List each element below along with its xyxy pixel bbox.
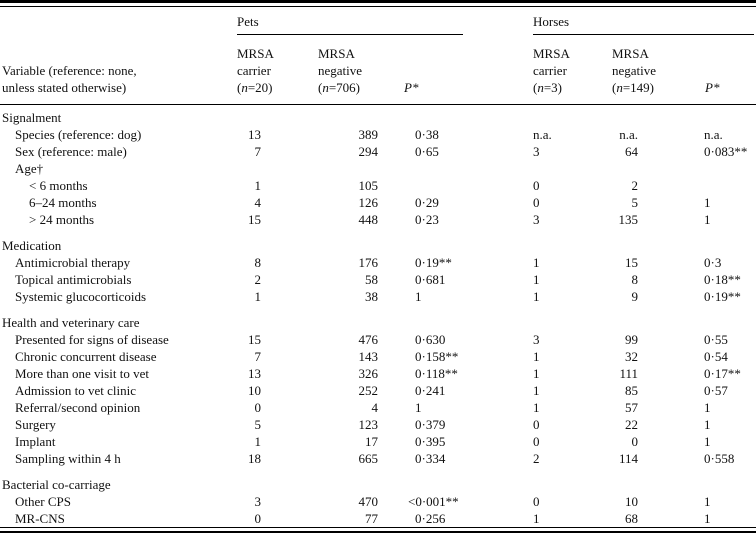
- cell-pc: [237, 160, 261, 177]
- paren-open: (: [533, 79, 538, 95]
- cell-pp: 0·38: [415, 126, 439, 142]
- pets-spanner-rule: [237, 34, 463, 36]
- cell-pp: 0·19**: [415, 254, 452, 270]
- pets-carrier-line2: carrier: [237, 62, 271, 78]
- cell-pn: 176: [358, 254, 378, 270]
- cell-pn: 105: [358, 177, 378, 193]
- cell-pc: 5: [254, 416, 261, 432]
- pets-negative-n: [318, 79, 362, 96]
- cell-pc: [237, 237, 261, 254]
- cell-hn: 9: [631, 288, 638, 304]
- cell-hc: 1: [533, 288, 540, 304]
- cell-hc: 1: [533, 271, 540, 287]
- cell-pn: 4: [371, 399, 378, 415]
- cell-hc: 1: [533, 254, 540, 270]
- cell-pp: 0·334: [415, 450, 446, 466]
- row-label: Systemic glucocorticoids: [15, 288, 147, 304]
- cell-pp: 0·395: [415, 433, 446, 449]
- cell-hn: [600, 109, 638, 126]
- row-label: > 24 months: [29, 211, 95, 227]
- cell-hp: 1: [704, 194, 711, 210]
- cell-pn: 252: [358, 382, 378, 398]
- cell-hn: 135: [618, 211, 638, 227]
- cell-pp: [378, 109, 533, 126]
- cell-pc: 10: [248, 382, 261, 398]
- n-symbol: n: [616, 79, 623, 95]
- horses-negative-n: [612, 79, 656, 96]
- data-row: [0, 382, 756, 399]
- pets-carrier-column-header: [237, 45, 274, 96]
- cell-hn: 5: [631, 194, 638, 210]
- cell-hp: [638, 109, 756, 126]
- cell-hp: n.a.: [704, 126, 723, 142]
- cell-hc: [533, 314, 600, 331]
- cell-hc: 0: [533, 416, 540, 432]
- cell-pp: 1: [415, 399, 422, 415]
- cell-hn: 64: [625, 143, 638, 159]
- cell-pp: [378, 177, 533, 194]
- section-row: [0, 109, 756, 126]
- pets-negative-line1: MRSA: [318, 45, 355, 61]
- data-row: [0, 331, 756, 348]
- bottom-rule-thin: [0, 527, 756, 528]
- cell-hc: 1: [533, 365, 540, 381]
- row-label: Bacterial co-carriage: [2, 476, 111, 492]
- cell-hp: 1: [704, 510, 711, 526]
- cell-hp: [638, 476, 756, 493]
- pets-p-column-header: P*: [404, 79, 419, 95]
- n-count: =3): [543, 79, 563, 95]
- cell-hn: 114: [618, 450, 638, 466]
- cell-hn: 0: [631, 433, 638, 449]
- row-label: Admission to vet clinic: [15, 382, 136, 398]
- n-count: =706): [328, 79, 361, 95]
- section-row: [0, 237, 756, 254]
- variable-header-line2: unless stated otherwise): [2, 79, 127, 95]
- row-label: Sampling within 4 h: [15, 450, 121, 466]
- cell-pn: 389: [358, 126, 378, 142]
- row-label: Topical antimicrobials: [15, 271, 132, 287]
- cell-pc: 1: [254, 433, 261, 449]
- cell-hp: 0·083**: [704, 143, 748, 159]
- cell-hc: 0: [533, 493, 540, 509]
- row-label: 6–24 months: [29, 194, 97, 210]
- cell-hc: 1: [533, 399, 540, 415]
- data-row: [0, 160, 756, 177]
- row-label: Chronic concurrent disease: [15, 348, 157, 364]
- cell-pc: 15: [248, 331, 261, 347]
- cell-pp: 0·29: [415, 194, 439, 210]
- data-row: [0, 143, 756, 160]
- horses-p-column-header: P*: [705, 79, 720, 95]
- cell-pn: 126: [358, 194, 378, 210]
- cell-pn: 38: [365, 288, 378, 304]
- cell-pp: 0·118**: [415, 365, 458, 381]
- row-label: More than one visit to vet: [15, 365, 149, 381]
- cell-hp: [638, 314, 756, 331]
- cell-pc: 4: [254, 194, 261, 210]
- cell-pc: 8: [254, 254, 261, 270]
- cell-hp: 0·18**: [704, 271, 741, 287]
- horses-negative-line1: MRSA: [612, 45, 649, 61]
- cell-pc: 7: [254, 143, 261, 159]
- horses-carrier-n: [533, 79, 570, 96]
- cell-hn: 22: [625, 416, 638, 432]
- cell-hn: 10: [625, 493, 638, 509]
- cell-hn: [600, 160, 638, 177]
- cell-pn: [261, 476, 378, 493]
- cell-pn: 294: [358, 143, 378, 159]
- cell-pn: [261, 314, 378, 331]
- cell-pc: 13: [248, 126, 261, 142]
- cell-hp: 0·19**: [704, 288, 741, 304]
- section-row: [0, 476, 756, 493]
- pets-carrier-line1: MRSA: [237, 45, 274, 61]
- cell-pn: 77: [365, 510, 378, 526]
- cell-pn: 470: [358, 493, 378, 509]
- data-row: [0, 194, 756, 211]
- row-label: Age†: [15, 160, 44, 176]
- cell-hp: 0·54: [704, 348, 728, 364]
- cell-hc: 1: [533, 510, 540, 526]
- cell-hp: 0·3: [704, 254, 722, 270]
- data-row: [0, 211, 756, 228]
- cell-pc: [237, 314, 261, 331]
- cell-pp: [378, 476, 533, 493]
- row-label: Referral/second opinion: [15, 399, 141, 415]
- cell-pn: 123: [358, 416, 378, 432]
- data-row: [0, 126, 756, 143]
- cell-hn: 85: [625, 382, 638, 398]
- horses-negative-line2: negative: [612, 62, 657, 78]
- cell-hn: 99: [625, 331, 638, 347]
- data-row: [0, 348, 756, 365]
- cell-hn: 8: [631, 271, 638, 287]
- bottom-rule-thick: [0, 531, 756, 534]
- cell-pc: 0: [254, 399, 261, 415]
- cell-pp: 0·681: [415, 271, 446, 287]
- table-body: [0, 105, 756, 527]
- cell-pc: [237, 476, 261, 493]
- pets-negative-line2: negative: [318, 62, 363, 78]
- cell-hc: [533, 237, 600, 254]
- cell-hp: 1: [704, 493, 711, 509]
- cell-hp: 1: [704, 399, 711, 415]
- horses-group-label: Horses: [533, 13, 570, 29]
- cell-pn: 448: [358, 211, 378, 227]
- cell-hn: 2: [631, 177, 638, 193]
- table-header: [0, 7, 756, 105]
- horses-carrier-line2: carrier: [533, 62, 567, 78]
- cell-pp: 0·65: [415, 143, 439, 159]
- row-label: Species (reference: dog): [15, 126, 142, 142]
- cell-pp: 0·158**: [415, 348, 459, 364]
- data-row: [0, 177, 756, 194]
- cell-hn: 111: [619, 365, 638, 381]
- variable-header-line1: Variable (reference: none,: [2, 62, 137, 78]
- section-row: [0, 314, 756, 331]
- n-symbol: n: [241, 79, 248, 95]
- cell-pc: 3: [254, 493, 261, 509]
- data-row: [0, 288, 756, 305]
- row-label: Surgery: [15, 416, 56, 432]
- cell-hc: [533, 160, 600, 177]
- cell-hp: [638, 237, 756, 254]
- cell-hn: [600, 314, 638, 331]
- row-label: < 6 months: [29, 177, 88, 193]
- data-row: [0, 433, 756, 450]
- cell-pn: [261, 237, 378, 254]
- cell-hc: 1: [533, 382, 540, 398]
- cell-pn: 143: [358, 348, 378, 364]
- cell-hp: 0·55: [704, 331, 728, 347]
- cell-hn: 32: [625, 348, 638, 364]
- variable-column-header: [2, 62, 137, 96]
- top-rule-thick: [0, 0, 756, 3]
- cell-pp: 0·379: [415, 416, 446, 432]
- row-label: Signalment: [2, 109, 62, 125]
- cell-hc: 2: [533, 450, 540, 466]
- n-symbol: n: [537, 79, 544, 95]
- n-symbol: n: [322, 79, 329, 95]
- cell-pc: 7: [254, 348, 261, 364]
- data-row: [0, 510, 756, 527]
- cell-pp: [378, 314, 533, 331]
- cell-pc: 0: [254, 510, 261, 526]
- row-label: Antimicrobial therapy: [15, 254, 131, 270]
- cell-pc: 1: [254, 288, 261, 304]
- cell-pn: [261, 109, 378, 126]
- cell-pp: 1: [415, 288, 422, 304]
- data-row: [0, 254, 756, 271]
- data-row: [0, 399, 756, 416]
- row-label: Other CPS: [15, 493, 71, 509]
- cell-pn: 58: [365, 271, 378, 287]
- cell-hp: 1: [704, 211, 711, 227]
- cell-hn: 68: [625, 510, 638, 526]
- row-label: Medication: [2, 237, 62, 253]
- n-count: =20): [247, 79, 273, 95]
- data-row: [0, 365, 756, 382]
- row-label: Presented for signs of disease: [15, 331, 169, 347]
- cell-hp: 1: [704, 433, 711, 449]
- pets-negative-column-header: [318, 45, 362, 96]
- cell-hn: 15: [625, 254, 638, 270]
- data-row: [0, 271, 756, 288]
- horses-spanner-rule: [533, 34, 754, 36]
- cell-hc: 0: [533, 433, 540, 449]
- cell-pn: [261, 160, 378, 177]
- cell-pp: 0·630: [415, 331, 446, 347]
- data-row: [0, 416, 756, 433]
- cell-hn: [600, 237, 638, 254]
- cell-hp: 0·57: [704, 382, 728, 398]
- cell-hp: [638, 160, 756, 177]
- cell-hc: 3: [533, 331, 540, 347]
- cell-hc: 1: [533, 348, 540, 364]
- n-count: =149): [622, 79, 655, 95]
- cell-hp: 1: [704, 416, 711, 432]
- cell-hn: 57: [625, 399, 638, 415]
- cell-pp: [378, 237, 533, 254]
- paren-open: (: [237, 79, 242, 95]
- cell-hc: 0: [533, 177, 540, 193]
- paren-open: (: [612, 79, 617, 95]
- cell-pn: 665: [358, 450, 378, 466]
- cell-pc: 15: [248, 211, 261, 227]
- cell-pp: [378, 160, 533, 177]
- row-label: MR-CNS: [15, 510, 65, 526]
- data-row: [0, 450, 756, 467]
- cell-hp: 0·17**: [704, 365, 741, 381]
- cell-hc: [533, 476, 600, 493]
- cell-pc: 13: [248, 365, 261, 381]
- bottom-double-rule: [0, 527, 756, 534]
- cell-hp: [638, 177, 756, 194]
- data-row: [0, 493, 756, 510]
- horses-carrier-column-header: [533, 45, 570, 96]
- cell-pc: 1: [254, 177, 261, 193]
- row-label: Health and veterinary care: [2, 314, 140, 330]
- cell-pc: 2: [254, 271, 261, 287]
- row-label: Sex (reference: male): [15, 143, 127, 159]
- cell-hc: 0: [533, 194, 540, 210]
- cell-hp: 0·558: [704, 450, 735, 466]
- cell-hc: 3: [533, 211, 540, 227]
- pets-carrier-n: [237, 79, 274, 96]
- cell-pn: 476: [358, 331, 378, 347]
- horses-negative-column-header: [612, 45, 656, 96]
- cell-hn: n.a.: [619, 126, 638, 142]
- cell-pc: 18: [248, 450, 261, 466]
- cell-pc: [237, 109, 261, 126]
- cell-hc: 3: [533, 143, 540, 159]
- cell-hn: [600, 476, 638, 493]
- cell-pn: 17: [365, 433, 378, 449]
- cell-pn: 326: [358, 365, 378, 381]
- horses-carrier-line1: MRSA: [533, 45, 570, 61]
- row-label: Implant: [15, 433, 56, 449]
- cell-pp: <0·001**: [408, 493, 459, 509]
- cell-pp: 0·23: [415, 211, 439, 227]
- pets-group-label: Pets: [237, 13, 259, 29]
- paren-open: (: [318, 79, 323, 95]
- cell-hc: n.a.: [533, 126, 552, 142]
- cell-hc: [533, 109, 600, 126]
- cell-pp: 0·256: [415, 510, 446, 526]
- cell-pp: 0·241: [415, 382, 446, 398]
